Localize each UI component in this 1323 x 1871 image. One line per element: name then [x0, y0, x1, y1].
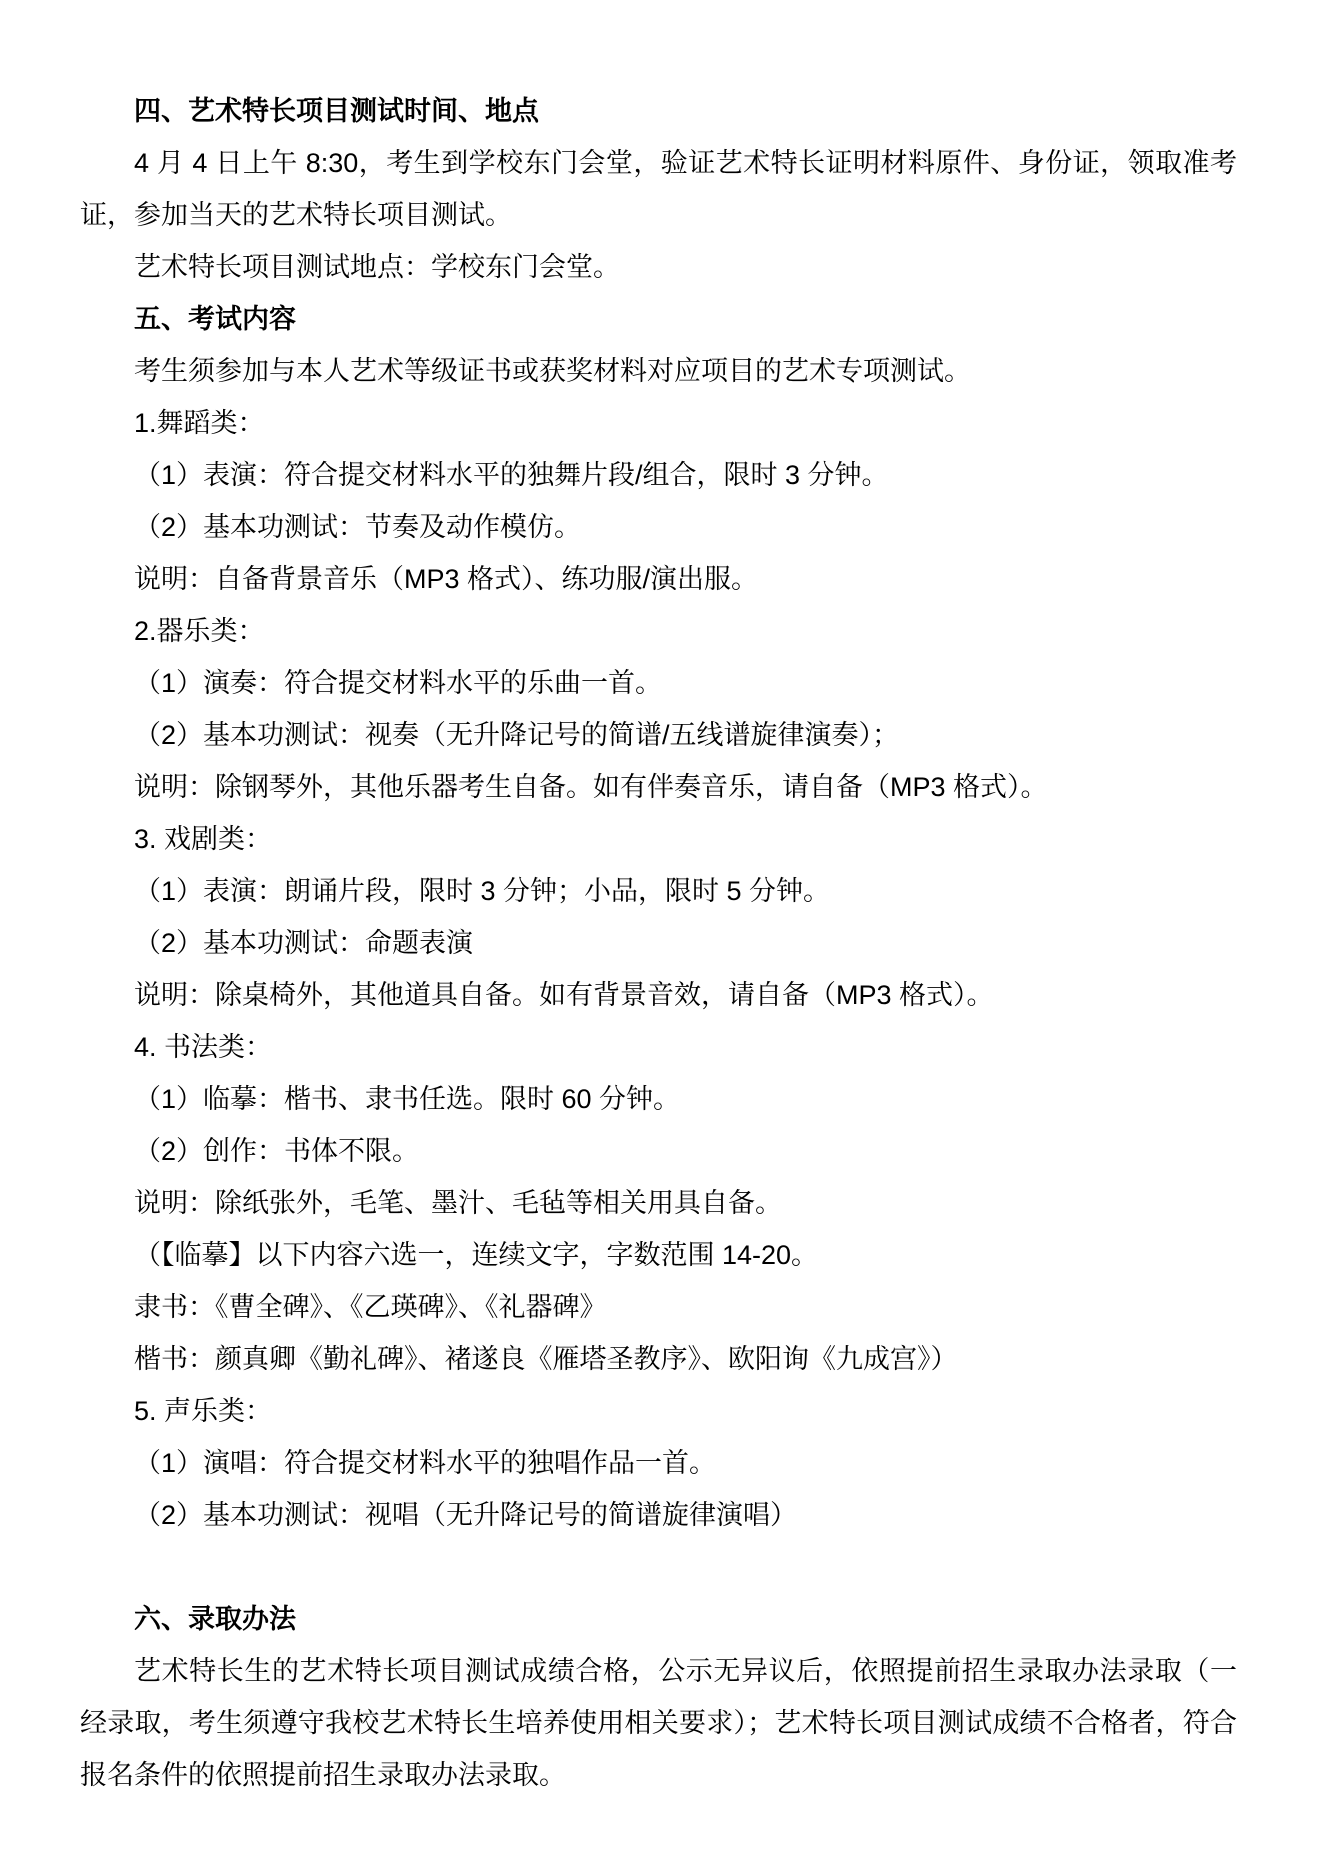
paragraph: 艺术特长项目测试地点：学校东门会堂。: [134, 252, 620, 282]
paragraph: 说明：除桌椅外，其他道具自备。如有背景音效，请自备（MP3 格式）。: [134, 980, 994, 1010]
paragraph: 1.舞蹈类：: [134, 408, 265, 438]
paragraph: 楷书：颜真卿《勤礼碑》、褚遂良《雁塔圣教序》、欧阳询《九成宫》）: [134, 1344, 958, 1374]
paragraph: （【临摹】以下内容六选一，连续文字，字数范围 14-20。: [134, 1240, 819, 1270]
paragraph: 说明：自备背景音乐（MP3 格式）、练功服/演出服。: [134, 564, 759, 594]
paragraph: （1）演奏：符合提交材料水平的乐曲一首。: [134, 668, 663, 698]
paragraph: 隶书：《曹全碑》、《乙瑛碑》、《礼器碑》: [134, 1292, 607, 1322]
paragraph: 2.器乐类：: [134, 616, 265, 646]
paragraph: （2）基本功测试：命题表演: [134, 928, 474, 958]
paragraph: 3. 戏剧类：: [134, 824, 273, 854]
paragraph: 考生须参加与本人艺术等级证书或获奖材料对应项目的艺术专项测试。: [134, 356, 971, 386]
paragraph: （2）创作：书体不限。: [134, 1136, 420, 1166]
paragraph: 5. 声乐类：: [134, 1396, 273, 1426]
paragraph: 4 月 4 日上午 8:30，考生到学校东门会堂，验证艺术特长证明材料原件、身份证，领取准考证，参加当天的艺术特长项目测试。: [80, 148, 1237, 230]
paragraph: （1）演唱：符合提交材料水平的独唱作品一首。: [134, 1448, 717, 1478]
paragraph: （2）基本功测试：视奏（无升降记号的简谱/五线谱旋律演奏）；: [134, 720, 900, 750]
paragraph: （2）基本功测试：节奏及动作模仿。: [134, 512, 582, 542]
paragraph: （1）临摹：楷书、隶书任选。限时 60 分钟。: [134, 1084, 681, 1114]
paragraph: 说明：除钢琴外，其他乐器考生自备。如有伴奏音乐，请自备（MP3 格式）。: [134, 772, 1048, 802]
section-heading: 六、录取办法: [134, 1604, 296, 1634]
section-heading: 四、艺术特长项目测试时间、地点: [134, 96, 539, 126]
paragraph: （2）基本功测试：视唱（无升降记号的简谱旋律演唱）: [134, 1500, 798, 1530]
paragraph: 艺术特长生的艺术特长项目测试成绩合格，公示无异议后，依照提前招生录取办法录取（一经录取，考生须遵守我校艺术特长生培养使用相关要求）；艺术特长项目测试成绩不合格者，符合报名条件的依照提前招生录取办法录取。: [80, 1656, 1237, 1790]
paragraph: 说明：除纸张外，毛笔、墨汁、毛毡等相关用具自备。: [134, 1188, 782, 1218]
paragraph: （1）表演：朗诵片段，限时 3 分钟；小品，限时 5 分钟。: [134, 876, 831, 906]
paragraph: 4. 书法类：: [134, 1032, 273, 1062]
paragraph: （1）表演：符合提交材料水平的独舞片段/组合，限时 3 分钟。: [134, 460, 889, 490]
section-heading: 五、考试内容: [134, 304, 296, 334]
